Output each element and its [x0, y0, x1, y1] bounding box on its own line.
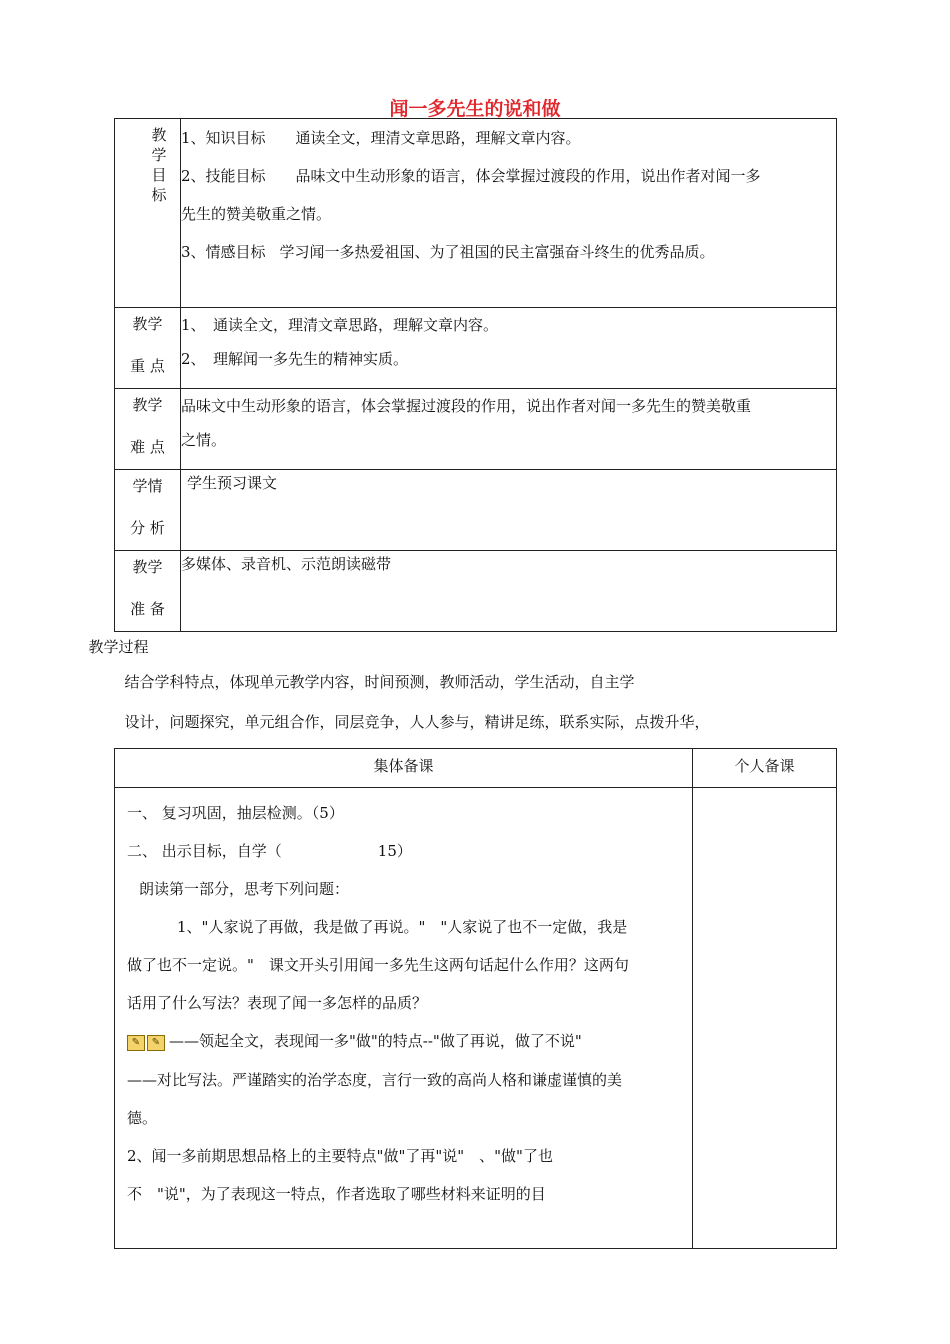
step-2-text: 二、 出示目标，自学（: [127, 842, 282, 860]
goal-2-text: 品味文中生动形象的语言，体会掌握过渡段的作用，说出作者对闻一多: [295, 167, 761, 185]
goal-1-head: 1、知识目标: [181, 129, 266, 147]
goal-1: [181, 119, 836, 157]
row-key-points: [115, 308, 837, 389]
process-label: 教学过程: [88, 638, 149, 656]
personal-content: [693, 788, 837, 1249]
answer-1-line-3: 德。: [127, 1109, 158, 1127]
goal-3: [181, 233, 836, 271]
prep-text: 多媒体、录音机、示范朗读磁带: [181, 555, 392, 573]
goal-3-text: 学习闻一多热爱祖国、为了祖国的民主富强奋斗终生的优秀品质。: [279, 243, 715, 261]
goal-2: [181, 157, 836, 195]
prep-label-top: 教学: [132, 558, 163, 576]
diff-text-1: 品味文中生动形象的语言，体会掌握过渡段的作用，说出作者对闻一多先生的赞美敬重: [181, 397, 752, 415]
answer-icons: [127, 1023, 167, 1061]
collective-header: 集体备课: [115, 749, 693, 788]
key-point-2: 2、 理解闻一多先生的精神实质。: [181, 350, 409, 368]
key-content: [181, 308, 837, 389]
personal-header: 个人备课: [693, 749, 837, 788]
read-instruction: 朗读第一部分，思考下列问题：: [139, 880, 350, 898]
row-main-content: [115, 788, 837, 1249]
stu-label-bottom: 分 析: [130, 519, 165, 537]
row-column-headers: [115, 749, 837, 788]
step-1: 一、 复习巩固，抽层检测。（5）: [127, 804, 344, 822]
key-point-1: 1、 通读全文，理清文章思路，理解文章内容。: [181, 316, 499, 334]
pencil-icon: ✎: [127, 1035, 145, 1051]
goal-2-cont: 先生的赞美敬重之情。: [181, 205, 332, 223]
question-1-line-2: 做了也不一定说。" 课文开头引用闻一多先生这两句话起什么作用？这两句: [127, 956, 629, 974]
step-2: [127, 832, 680, 870]
goal-2-head: 2、技能目标: [181, 167, 266, 185]
stu-content: [181, 470, 837, 551]
row-process: [115, 632, 837, 749]
stu-label-top: 学情: [132, 477, 163, 495]
key-label-cell: [115, 308, 181, 389]
row-teaching-goals: [115, 119, 837, 308]
process-line-2: 设计，问题探究，单元组合作，同层竞争，人人参与，精讲足练，联系实际，点拨升华，: [124, 713, 710, 731]
row-preparation: [115, 551, 837, 632]
lesson-plan-table: [88, 118, 837, 1249]
prep-label-cell: [115, 551, 181, 632]
goals-label: 教学目标: [151, 126, 167, 204]
stu-text: 学生预习课文: [187, 474, 278, 492]
goal-3-head: 3、情感目标: [181, 243, 266, 261]
goals-label-cell: [115, 119, 181, 308]
process-cell: [88, 632, 837, 749]
answer-1-line-1: [127, 1022, 680, 1061]
question-2-line-2: 不 "说"，为了表现这一特点，作者选取了哪些材料来证明的目: [127, 1185, 546, 1203]
diff-label-cell: [115, 389, 181, 470]
question-2-line-1: 2、闻一多前期思想品格上的主要特点"做"了再"说" 、"做"了也: [127, 1147, 553, 1165]
process-line-1: 结合学科特点，体现单元教学内容，时间预测，教师活动，学生活动，自主学: [124, 673, 635, 691]
diff-label-bottom: 难 点: [130, 438, 165, 456]
question-1-line-3: 话用了什么写法？表现了闻一多怎样的品质？: [127, 994, 428, 1012]
question-1-line-1: 1、"人家说了再做，我是做了再说。" "人家说了也不一定做，我是: [177, 918, 628, 936]
answer-1-line-2: ——对比写法。严谨踏实的治学态度，言行一致的高尚人格和谦虚谨慎的美: [127, 1071, 623, 1089]
diff-content: [181, 389, 837, 470]
goal-1-text: 通读全文，理清文章思路，理解文章内容。: [295, 129, 581, 147]
prep-content: [181, 551, 837, 632]
diff-label-top: 教学: [132, 396, 163, 414]
step-2-time: 15）: [377, 842, 412, 860]
prep-label-bottom: 准 备: [130, 600, 165, 618]
stu-label-cell: [115, 470, 181, 551]
row-student-analysis: [115, 470, 837, 551]
key-label-bottom: 重 点: [130, 357, 165, 375]
pencil-icon: ✎: [147, 1035, 165, 1051]
page-title: 闻一多先生的说和做: [389, 98, 561, 120]
key-label-top: 教学: [132, 315, 163, 333]
goals-content: [181, 119, 837, 308]
answer-1-text: ——领起全文，表现闻一多"做"的特点--"做了再说，做了不说": [169, 1032, 582, 1050]
collective-content: [115, 788, 693, 1249]
diff-text-2: 之情。: [181, 431, 227, 449]
row-difficulties: [115, 389, 837, 470]
